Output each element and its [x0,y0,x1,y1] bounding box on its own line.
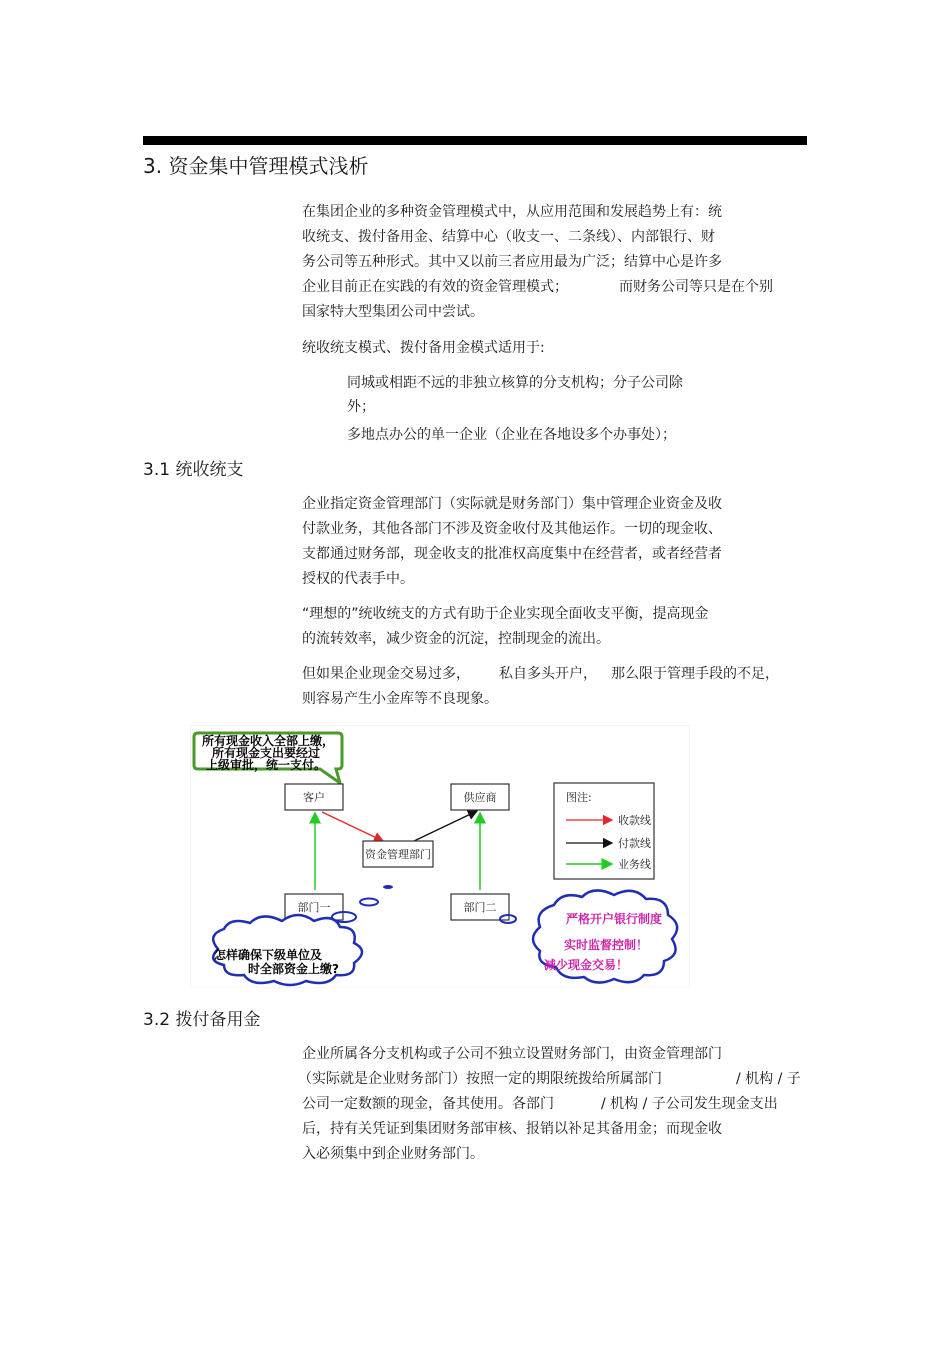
s31-p3-part-2: 私自多头开户， [499,666,597,682]
bullet-1: 同城或相距不远的非独立核算的分支机构；分子公司除 [347,375,683,391]
s31-p1-line-3: 支都通过财务部，现金收支的批准权高度集中在经营者，或者经营者 [302,546,722,562]
supplier-box [451,784,509,810]
dept2-label: 部门二 [463,901,497,914]
bullet-1-cont: 外； [347,399,375,415]
right-cloud-line-2: 实时监督控制！ [564,938,649,952]
thought-dot-1 [383,885,393,889]
fund-dept-label: 资金管理部门 [365,848,431,861]
legend-payment-label: 付款线 [618,837,651,850]
s32-line-2b: / 机构 / 子 [736,1071,801,1087]
s31-p1-line-1: 企业指定资金管理部门（实际就是财务部门）集中管理企业资金及收 [302,496,722,512]
supplier-label: 供应商 [463,791,497,804]
right-cloud-line-3: 减少现金交易！ [544,958,629,972]
right-cloud [533,890,677,982]
bubble-line-2: 所有现金支出要经过 [212,746,321,760]
left-cloud-line-2: 时全部资金上缴? [248,962,339,976]
s32-line-4: 后，持有关凭证到集团财务部审核、报销以补足其备用金；而现金收 [302,1121,722,1137]
fund-flow-diagram [190,725,690,988]
applies-line: 统收统支模式、拨付备用金模式适用于: [302,340,545,356]
intro-line-1: 在集团企业的多种资金管理模式中，从应用范围和发展趋势上有：统 [302,204,722,220]
dept2-box [451,894,509,920]
diagram-canvas [190,725,690,988]
s32-line-1: 企业所属各分支机构或子公司不独立设置财务部门，由资金管理部门 [302,1046,722,1062]
s31-p3-part-1: 但如果企业现金交易过多， [302,666,470,682]
s31-p3-part-3: 那么限于管理手段的不足， [611,666,779,682]
legend-receipt-label: 收款线 [618,814,651,827]
intro-line-4b: 而财务公司等只是在个别 [619,279,773,295]
s31-p2-line-1: “理想的”统收统支的方式有助于企业实现全面收支平衡，提高现金 [302,606,709,622]
right-cloud-line-1: 严格开户银行制度 [566,912,663,926]
subsection-3-2-title: 3.2 拨付备用金 [143,1010,261,1030]
s31-p1-line-4: 授权的代表手中。 [302,571,414,587]
bubble-line-1: 所有现金收入全部上缴， [202,734,335,748]
section-title: 3. 资金集中管理模式浅析 [143,154,369,178]
intro-line-5: 国家特大型集团公司中尝试。 [302,304,484,320]
top-rule [143,136,807,145]
fund-dept-box [363,841,433,867]
s32-line-5: 入必须集中到企业财务部门。 [302,1146,484,1162]
legend-title: 图注: [566,791,592,804]
left-cloud-line-1: 怎样确保下级单位及 [214,948,323,962]
intro-line-4: 企业目前正在实践的有效的资金管理模式； [302,279,568,295]
s31-p3-line-2: 则容易产生小金库等不良现象。 [302,691,498,707]
intro-line-3: 务公司等五种形式。其中又以前三者应用最为广泛；结算中心是许多 [302,254,722,270]
customer-label: 客户 [303,791,325,804]
s31-p2-line-2: 的流转效率，减少资金的沉淀，控制现金的流出。 [302,631,610,647]
intro-line-2: 收统支、拨付备用金、结算中心（收支一、二条线）、内部银行、财 [302,229,715,245]
legend [554,783,654,879]
left-cloud [213,915,362,985]
bubble-line-3: 上级审批，统一支付。 [206,758,327,772]
s32-line-3b: / 机构 / 子公司发生现金支出 [601,1096,778,1112]
customer-box [285,784,343,810]
s31-p1-line-2: 付款业务，其他各部门不涉及资金收付及其他运作。一切的现金收、 [302,521,722,537]
s32-line-3a: 公司一定数额的现金，备其使用。各部门 [302,1096,554,1112]
bullet-2: 多地点办公的单一企业（企业在各地设多个办事处）； [347,427,676,443]
legend-business-label: 业务线 [618,858,651,871]
dept1-label: 部门一 [297,901,331,914]
s32-line-2a: （实际就是企业财务部门）按照一定的期限统拨给所属部门 [298,1071,662,1087]
subsection-3-1-title: 3.1 统收统支 [143,460,244,480]
